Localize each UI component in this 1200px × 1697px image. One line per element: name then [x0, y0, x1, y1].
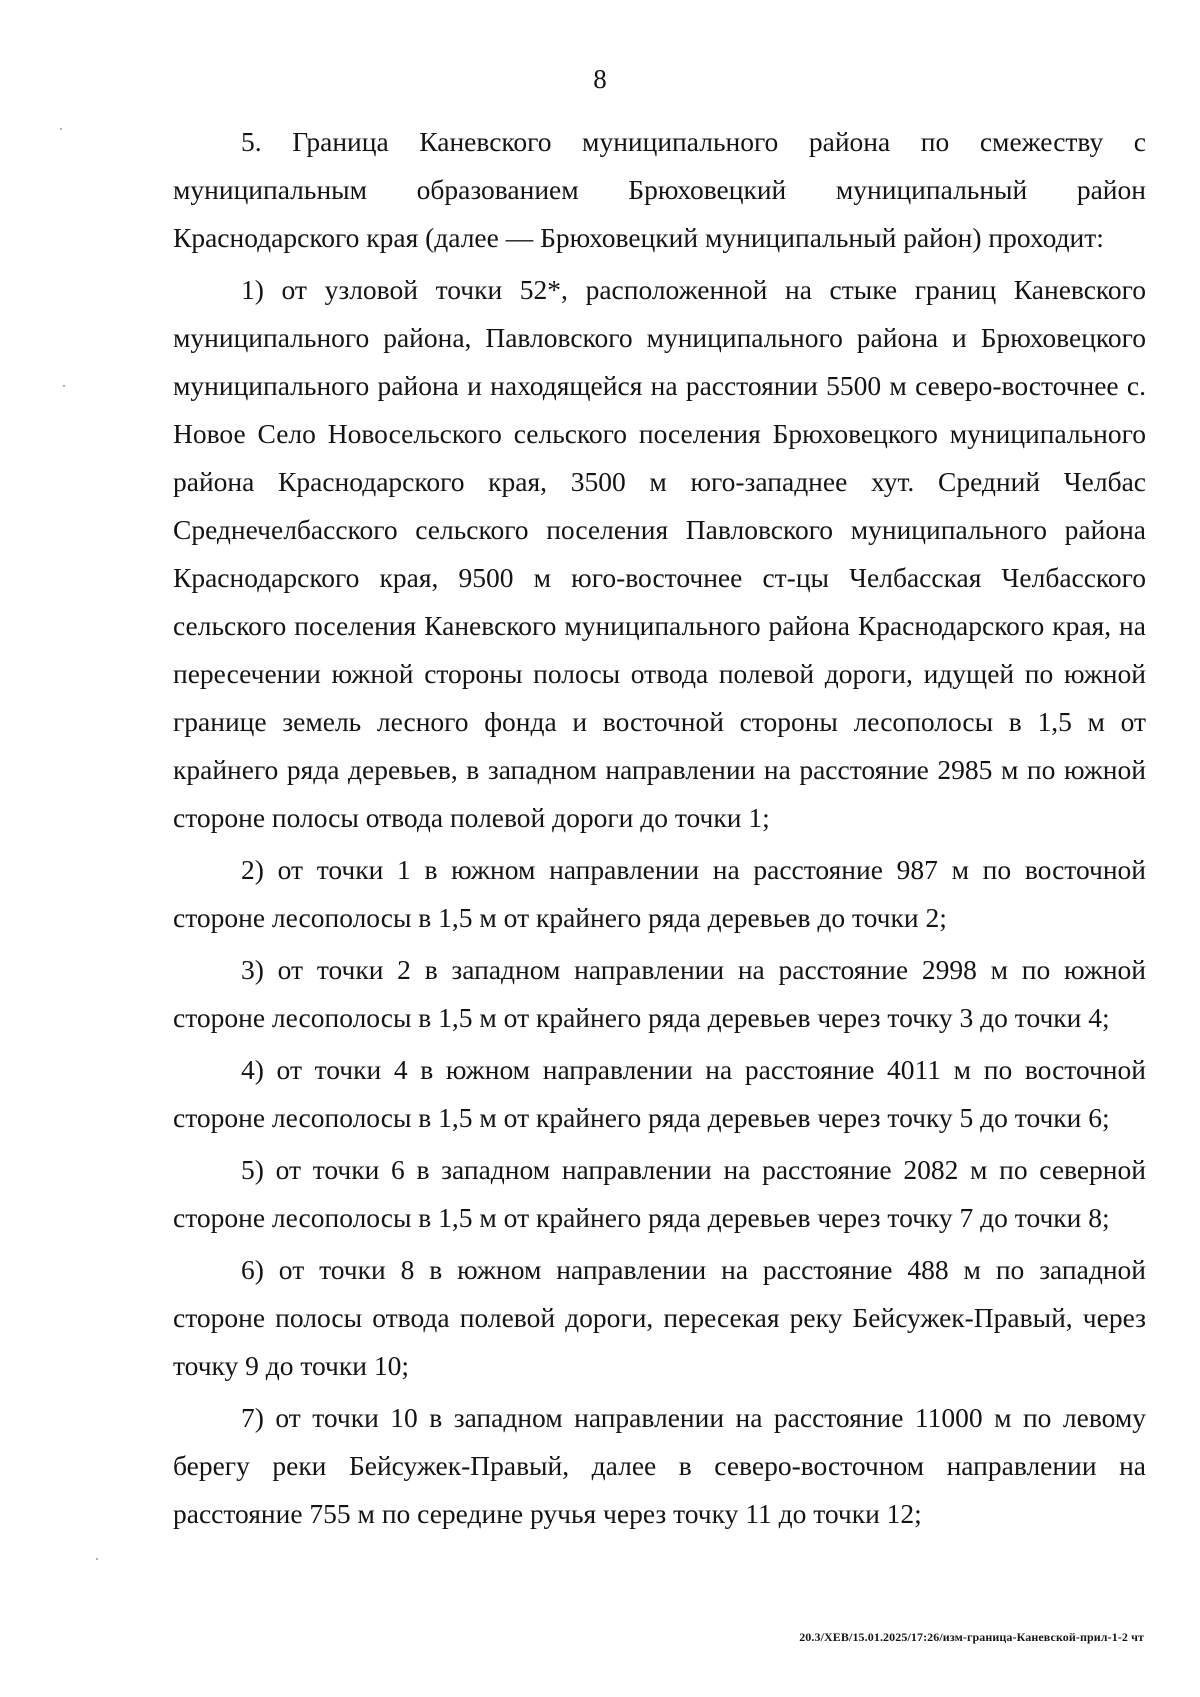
scan-speck: [96, 1558, 98, 1560]
paragraph-item-4: 4) от точки 4 в южном направлении на расстояние 4011 м по восточной стороне лесополосы в 1,5 м от крайнего ряда деревьев через точку 5 до точки 6;: [173, 1054, 1146, 1133]
paragraph-section-5: 5. Граница Каневского муниципального района по смежеству с муниципальным образованием Брюховецкий муниципальный район Краснодарского края (далее — Брюховецкий муниципальный район) проходит:: [173, 126, 1146, 253]
page-number: 8: [593, 64, 607, 94]
paragraph-item-6: 6) от точки 8 в южном направлении на расстояние 488 м по западной стороне полосы отвода полевой дороги, пересекая реку Бейсужек-Правый, через точку 9 до точки 10;: [173, 1254, 1146, 1381]
scan-speck: [63, 385, 65, 387]
paragraph-item-2: 2) от точки 1 в южном направлении на расстояние 987 м по восточной стороне лесополосы в 1,5 м от крайнего ряда деревьев до точки 2;: [173, 854, 1146, 933]
paragraph-item-5: 5) от точки 6 в западном направлении на расстояние 2082 м по северной стороне лесополосы в 1,5 м от крайнего ряда деревьев через точку 7 до точки 8;: [173, 1154, 1146, 1233]
document-body: [173, 118, 1146, 1542]
paragraph-item-1: 1) от узловой точки 52*, расположенной на стыке границ Каневского муниципального района, Павловского муниципального района и Брюховецкого муниципального района и находящейся на расстоянии 5500 м северо-восточнее с. Новое Село Новосельского сельского поселения Брюховецкого муниципального района Краснодарского края, 3500 м юго-западнее хут. Средний Челбас Среднечелбасского сельского поселения Павловского муниципального района Краснодарского края, 9500 м юго-восточнее ст-цы Челбасская Челбасского сельского поселения Каневского муниципального района Краснодарского края, на пересечении южной стороны полосы отвода полевой дороги, идущей по южной границе земель лесного фонда и восточной стороны лесополосы в 1,5 м от крайнего ряда деревьев, в западном направлении на расстояние 2985 м по южной стороне полосы отвода полевой дороги до точки 1;: [173, 274, 1146, 833]
paragraph-item-3: 3) от точки 2 в западном направлении на расстояние 2998 м по южной стороне лесополосы в 1,5 м от крайнего ряда деревьев через точку 3 до точки 4;: [173, 954, 1146, 1033]
paragraph-item-7: 7) от точки 10 в западном направлении на расстояние 11000 м по левому берегу реки Бейсужек-Правый, далее в северо-восточном направлении на расстояние 755 м по середине ручья через точку 11 до точки 12;: [173, 1402, 1146, 1529]
scan-speck: [60, 128, 62, 130]
footer-code: 20.3/ХЕВ/15.01.2025/17:26/изм-граница-Каневской-прил-1-2 чт: [799, 1630, 1144, 1644]
